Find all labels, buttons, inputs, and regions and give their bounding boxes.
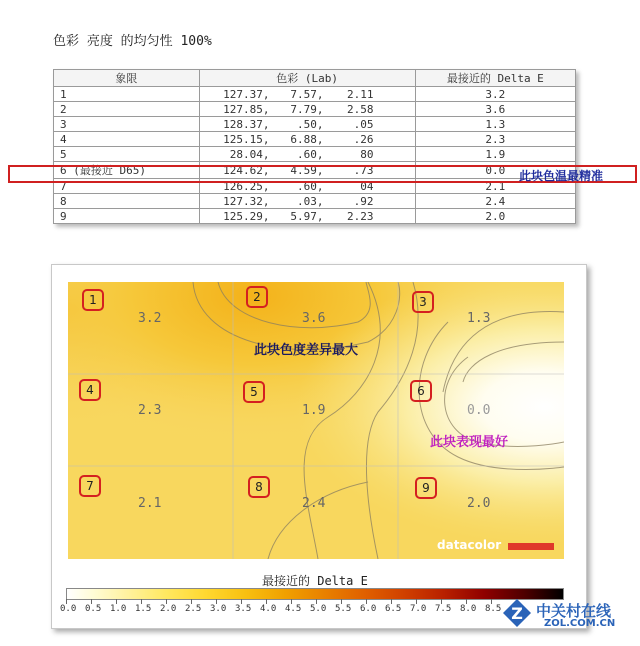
cell-delta-e: 3.6	[415, 102, 575, 117]
quadrant-number-box: 8	[248, 476, 270, 498]
lab-a: 6.88,	[290, 132, 324, 146]
table-row	[54, 102, 576, 117]
best-color-temp-note: 此块色温最精准	[519, 169, 604, 183]
cell-delta-e: 2.4	[415, 194, 575, 209]
legend-tick-label: 3.5	[235, 604, 252, 614]
cell-quadrant: 8	[54, 194, 200, 209]
lab-l: 127.37,	[223, 87, 270, 101]
lab-l: 127.32,	[223, 194, 270, 208]
lab-a: 7.79,	[290, 102, 324, 116]
quadrant-delta-e-value: 2.3	[138, 403, 162, 418]
quadrant-number-box: 3	[412, 291, 434, 313]
lab-l: 28.04,	[229, 147, 270, 161]
table-row	[54, 87, 576, 102]
datacolor-logo: datacolor	[437, 538, 502, 552]
cell-delta-e: 2.1	[415, 179, 575, 194]
lab-l: 124.62,	[223, 163, 270, 177]
cell-quadrant: 1	[54, 87, 200, 102]
lab-l: 127.85,	[223, 102, 270, 116]
legend-tick-label: 0.5	[85, 604, 102, 614]
table-row	[54, 194, 576, 209]
legend-tick-labels	[60, 604, 520, 616]
legend-tick-label: 7.0	[410, 604, 427, 614]
quadrant-number-box: 7	[79, 475, 101, 497]
cell-lab	[199, 132, 415, 147]
cell-lab	[199, 87, 415, 102]
lab-b: 2.58	[347, 102, 374, 116]
lab-a: .60,	[297, 179, 324, 193]
lab-a: .60,	[297, 147, 324, 161]
quadrant-number-box: 6	[410, 380, 432, 402]
quadrant-delta-e-value: 3.2	[138, 311, 162, 326]
cell-delta-e: 3.2	[415, 87, 575, 102]
lab-l: 125.29,	[223, 209, 270, 223]
quadrant-number-box: 5	[243, 381, 265, 403]
cell-quadrant: 5	[54, 147, 200, 162]
cell-quadrant: 6 (最接近 D65)	[54, 162, 200, 179]
best-region-note: 此块表现最好	[430, 435, 509, 450]
legend-tick-label: 4.5	[285, 604, 302, 614]
datacolor-logo-bar	[508, 543, 554, 550]
quadrant-delta-e-value: 2.4	[302, 496, 326, 511]
table-row	[54, 209, 576, 224]
cell-quadrant: 9	[54, 209, 200, 224]
cell-quadrant: 3	[54, 117, 200, 132]
legend-tick-label: 1.0	[110, 604, 127, 614]
lab-a: 7.57,	[290, 87, 324, 101]
quadrant-delta-e-value: 2.1	[138, 496, 162, 511]
legend-tick-label: 6.5	[385, 604, 402, 614]
quadrant-delta-e-value: 1.3	[467, 311, 491, 326]
cell-delta-e: 2.3	[415, 132, 575, 147]
watermark-url: ZOL.COM.CN	[544, 618, 616, 629]
lab-l: 126.25,	[223, 179, 270, 193]
legend-tick-label: 3.0	[210, 604, 227, 614]
quadrant-number-box: 1	[82, 289, 104, 311]
legend-tick-label: 1.5	[135, 604, 152, 614]
header-delta-e: 最接近的 Delta E	[415, 70, 575, 87]
cell-delta-e: 2.0	[415, 209, 575, 224]
cell-lab	[199, 194, 415, 209]
svg-text:Z: Z	[511, 604, 523, 623]
uniformity-table	[53, 69, 576, 224]
table-row	[54, 147, 576, 162]
cell-delta-e: 0.0	[415, 162, 575, 179]
lab-a: 5.97,	[290, 209, 324, 223]
legend-title: 最接近的 Delta E	[262, 574, 368, 588]
lab-l: 128.37,	[223, 117, 270, 131]
legend-tick-label: 8.0	[460, 604, 477, 614]
zol-logo-icon	[502, 598, 532, 628]
page-title: 色彩 亮度 的均匀性 100%	[53, 34, 212, 49]
header-lab: 色彩 (Lab)	[199, 70, 415, 87]
legend-tick-label: 4.0	[260, 604, 277, 614]
quadrant-delta-e-value: 2.0	[467, 496, 491, 511]
table-row	[54, 117, 576, 132]
lab-b: 80	[360, 147, 374, 161]
lab-a: .50,	[297, 117, 324, 131]
legend-tick-label: 2.0	[160, 604, 177, 614]
header-quadrant: 象限	[54, 70, 200, 87]
cell-quadrant: 2	[54, 102, 200, 117]
quadrant-number-box: 4	[79, 379, 101, 401]
quadrant-delta-e-value: 0.0	[467, 403, 491, 418]
legend-tick-label: 8.5	[485, 604, 502, 614]
cell-quadrant: 7	[54, 179, 200, 194]
lab-b: 2.11	[347, 87, 374, 101]
legend-tick-label: 5.0	[310, 604, 327, 614]
quadrant-delta-e-value: 1.9	[302, 403, 326, 418]
lab-b: .92	[353, 194, 374, 208]
lab-b: .05	[353, 117, 374, 131]
legend-tick-label: 5.5	[335, 604, 352, 614]
legend-tick-label: 6.0	[360, 604, 377, 614]
cell-delta-e: 1.3	[415, 117, 575, 132]
quadrant-number-box: 2	[246, 286, 268, 308]
lab-a: 4.59,	[290, 163, 324, 177]
lab-b: .73	[353, 163, 374, 177]
quadrant-number-box: 9	[415, 477, 437, 499]
table-row	[54, 132, 576, 147]
legend-tick-label: 0.0	[60, 604, 77, 614]
cell-delta-e: 1.9	[415, 147, 575, 162]
watermark-name: 中关村在线	[536, 602, 612, 620]
table-header-row	[54, 70, 576, 87]
cell-lab	[199, 117, 415, 132]
cell-lab	[199, 102, 415, 117]
lab-b: .26	[353, 132, 374, 146]
cell-lab	[199, 147, 415, 162]
cell-quadrant: 4	[54, 132, 200, 147]
legend-tick-label: 2.5	[185, 604, 202, 614]
lab-b: 04	[360, 179, 374, 193]
cell-lab	[199, 209, 415, 224]
worst-region-note: 此块色度差异最大	[254, 343, 359, 358]
legend-tick-label: 7.5	[435, 604, 452, 614]
lab-b: 2.23	[347, 209, 374, 223]
lab-a: .03,	[297, 194, 324, 208]
quadrant-delta-e-value: 3.6	[302, 311, 326, 326]
lab-l: 125.15,	[223, 132, 270, 146]
